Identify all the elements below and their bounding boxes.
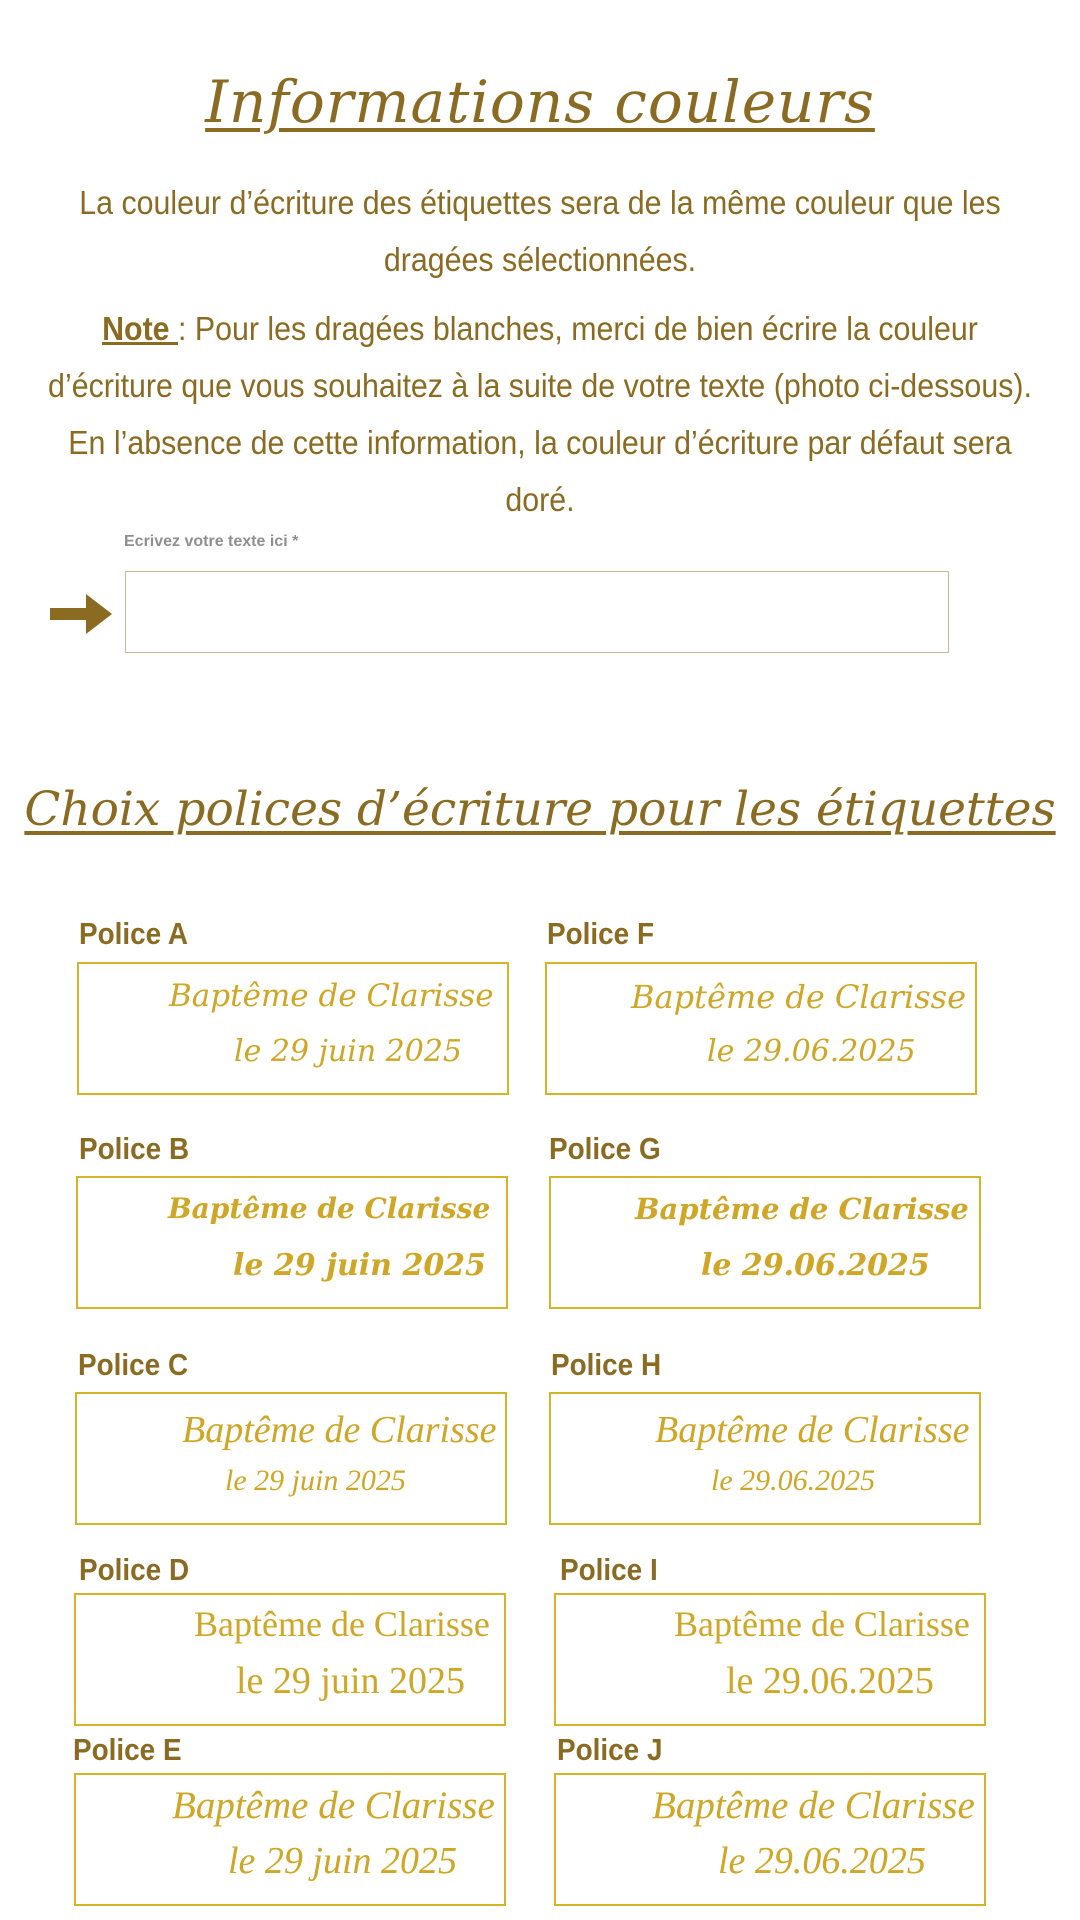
right-arrow-icon — [50, 590, 112, 638]
font-sample-d[interactable] — [74, 1593, 506, 1726]
sample-line2: le 29.06.2025 — [726, 1660, 934, 1702]
font-option-label-g: Police G — [549, 1131, 661, 1166]
note-label: Note — [102, 310, 178, 347]
sample-line2: le 29 juin 2025 — [234, 1034, 463, 1069]
custom-text-input[interactable] — [125, 571, 949, 653]
font-sample-c[interactable] — [75, 1392, 507, 1525]
section-title-colors: Informations couleurs — [205, 68, 875, 136]
sample-line2: le 29.06.2025 — [718, 1840, 926, 1882]
font-option-label-b: Police B — [79, 1131, 190, 1166]
font-sample-e[interactable] — [74, 1773, 506, 1906]
font-option-label-i: Police I — [560, 1552, 658, 1587]
font-sample-g[interactable] — [549, 1176, 981, 1309]
font-option-label-e: Police E — [73, 1732, 182, 1767]
sample-line2: le 29.06.2025 — [701, 1248, 930, 1283]
sample-line1: Baptême de Clarisse — [631, 978, 967, 1016]
color-info-paragraph — [43, 174, 1037, 288]
sample-line1: Baptême de Clarisse — [194, 1604, 490, 1644]
font-sample-f[interactable] — [545, 962, 977, 1095]
font-option-label-d: Police D — [79, 1552, 190, 1587]
sample-line2: le 29.06.2025 — [707, 1034, 916, 1069]
sample-line1: Baptême de Clarisse — [182, 1409, 497, 1451]
text-field-label: Ecrivez votre texte ici * — [124, 533, 299, 550]
sample-line1: Baptême de Clarisse — [168, 1192, 491, 1225]
font-sample-h[interactable] — [549, 1392, 981, 1525]
font-option-label-c: Police C — [78, 1347, 189, 1382]
sample-line2: le 29 juin 2025 — [233, 1248, 486, 1283]
color-info-text: La couleur d’écriture des étiquettes sera de la même couleur que les dragées sélectionnées. — [79, 184, 1001, 278]
sample-line1: Baptême de Clarisse — [172, 1784, 495, 1827]
font-sample-i[interactable] — [554, 1593, 986, 1726]
note-text: : Pour les dragées blanches, merci de bien écrire la couleur d’écriture que vous souhaitez à la suite de votre texte (photo ci-dessous). En l’absence de cette information, la couleur d’écriture par défaut sera doré. — [48, 310, 1032, 518]
font-sample-j[interactable] — [554, 1773, 986, 1906]
note-paragraph — [43, 300, 1037, 528]
font-sample-a[interactable] — [77, 962, 509, 1095]
font-option-label-f: Police F — [547, 916, 654, 951]
section-title-fonts: Choix polices d’écriture pour les étiquettes — [24, 782, 1056, 837]
sample-line1: Baptême de Clarisse — [635, 1192, 969, 1226]
sample-line1: Baptême de Clarisse — [169, 978, 494, 1014]
font-option-label-j: Police J — [557, 1732, 663, 1767]
sample-line2: le 29 juin 2025 — [236, 1660, 466, 1702]
font-sample-b[interactable] — [76, 1176, 508, 1309]
sample-line2: le 29 juin 2025 — [225, 1464, 406, 1497]
font-option-label-a: Police A — [79, 916, 189, 951]
sample-line2: le 29 juin 2025 — [228, 1840, 458, 1882]
sample-line1: Baptême de Clarisse — [652, 1784, 975, 1827]
sample-line1: Baptême de Clarisse — [655, 1409, 970, 1451]
font-option-label-h: Police H — [551, 1347, 662, 1382]
sample-line1: Baptême de Clarisse — [674, 1604, 970, 1644]
sample-line2: le 29.06.2025 — [711, 1464, 876, 1497]
